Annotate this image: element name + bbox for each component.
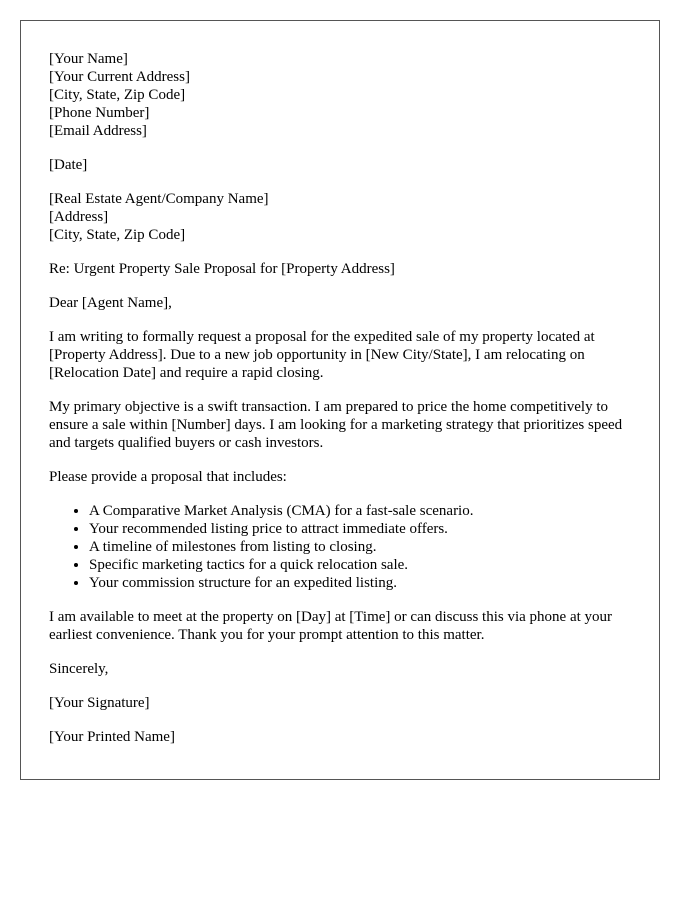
list-item: • Your recommended listing price to attract immediate offers. xyxy=(89,520,631,538)
printed-name: [Your Printed Name] xyxy=(49,729,175,745)
body-paragraph-2: My primary objective is a swift transaction. I am prepared to price the home competitively to ensure a sale within [Number] days. I am looking for a marketing strategy that prioritizes speed and targets qualified buyers or cash investors. xyxy=(49,399,623,451)
list-item: • Your commission structure for an expedited listing. xyxy=(89,574,631,592)
body-paragraph-3: Please provide a proposal that includes: xyxy=(49,469,287,485)
sender-block xyxy=(49,50,631,140)
closing-paragraph: I am available to meet at the property on [Day] at [Time] or can discuss this via phone at your earliest convenience. Thank you for your prompt attention to this matter. xyxy=(49,609,613,643)
recipient-address: [Address] xyxy=(49,209,109,225)
sender-address: [Your Current Address] xyxy=(49,69,190,85)
recipient-city-state-zip: [City, State, Zip Code] xyxy=(49,227,186,243)
list-item: • A timeline of milestones from listing to closing. xyxy=(89,538,631,556)
recipient-name: [Real Estate Agent/Company Name] xyxy=(49,191,269,207)
sender-city-state-zip: [City, State, Zip Code] xyxy=(49,87,186,103)
list-item: • A Comparative Market Analysis (CMA) for a fast-sale scenario. xyxy=(89,502,631,520)
requirements-list xyxy=(49,502,631,592)
subject-line: Re: Urgent Property Sale Proposal for [Property Address] xyxy=(49,261,395,277)
valediction: Sincerely, xyxy=(49,661,109,677)
date-line: [Date] xyxy=(49,157,88,173)
sender-name: [Your Name] xyxy=(49,51,128,67)
sender-phone: [Phone Number] xyxy=(49,105,150,121)
list-item: • Specific marketing tactics for a quick relocation sale. xyxy=(89,556,631,574)
signature-placeholder: [Your Signature] xyxy=(49,695,150,711)
recipient-block xyxy=(49,190,631,244)
salutation: Dear [Agent Name], xyxy=(49,295,172,311)
sender-email: [Email Address] xyxy=(49,123,147,139)
letter-page xyxy=(20,20,660,780)
body-paragraph-1: I am writing to formally request a proposal for the expedited sale of my property located at [Property Address]. Due to a new job opportunity in [New City/State], I am relocating on [Relocation Date] and require a rapid closing. xyxy=(49,329,595,381)
